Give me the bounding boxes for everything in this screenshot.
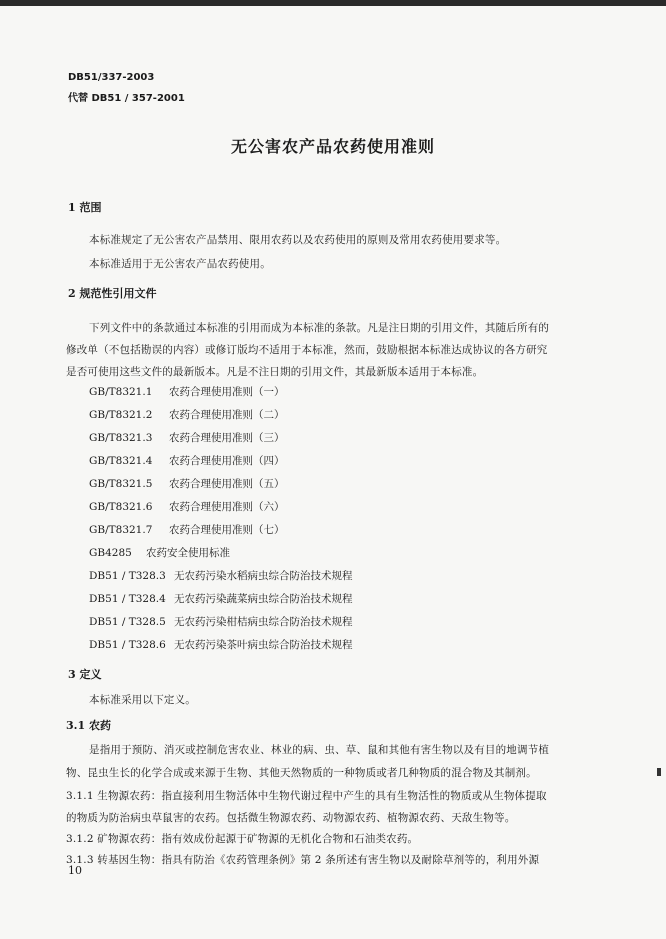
section-3-1-2: 3.1.2 矿物源农药：指有效成份起源于矿物源的无机化合物和石油类农药。 <box>66 833 419 845</box>
reference-title: 农药合理使用准则（三） <box>169 432 285 444</box>
reference-code: GB/T8321.7 <box>89 524 153 536</box>
reference-item <box>89 545 230 560</box>
section-2-heading: 2 规范性引用文件 <box>68 287 157 300</box>
reference-title: 无农药污染柑桔病虫综合防治技术规程 <box>174 616 353 628</box>
section-2-intro-line-3: 是否可使用这些文件的最新版本。凡是不注日期的引用文件，其最新版本适用于本标准。 <box>66 366 484 378</box>
reference-item <box>89 568 353 583</box>
reference-title: 农药合理使用准则（六） <box>169 501 285 513</box>
reference-item <box>89 476 285 491</box>
document-title: 无公害农产品农药使用准则 <box>230 137 435 156</box>
reference-code: GB/T8321.1 <box>89 386 153 398</box>
reference-code: GB4285 <box>89 547 132 559</box>
reference-item <box>89 384 285 399</box>
scan-top-edge <box>0 0 666 6</box>
reference-item <box>89 591 353 606</box>
reference-code: DB51 / T328.3 <box>89 570 166 582</box>
reference-title: 无农药污染蔬菜病虫综合防治技术规程 <box>174 593 353 605</box>
reference-item <box>89 453 285 468</box>
reference-title: 农药合理使用准则（一） <box>169 386 285 398</box>
page-number: 10 <box>68 864 82 877</box>
reference-item <box>89 407 285 422</box>
reference-title: 农药合理使用准则（四） <box>169 455 285 467</box>
scan-edge-mark <box>657 768 661 776</box>
reference-code: GB/T8321.5 <box>89 478 153 490</box>
section-3-intro: 本标准采用以下定义。 <box>89 694 196 706</box>
reference-code: DB51 / T328.5 <box>89 616 166 628</box>
reference-item <box>89 614 353 629</box>
reference-title: 农药合理使用准则（二） <box>169 409 285 421</box>
section-1-para-2: 本标准适用于无公害农产品农药使用。 <box>89 258 271 270</box>
reference-title: 无农药污染水稻病虫综合防治技术规程 <box>174 570 353 582</box>
section-2-intro-line-2: 修改单（不包括勘误的内容）或修订版均不适用于本标准，然而，鼓励根据本标准达成协议的各方研究 <box>66 344 548 356</box>
replaces-standard: 代替 DB51 / 357-2001 <box>68 93 185 104</box>
reference-title: 农药合理使用准则（五） <box>169 478 285 490</box>
section-2-intro-line-1: 下列文件中的条款通过本标准的引用而成为本标准的条款。凡是注日期的引用文件，其随后所有的 <box>89 322 550 334</box>
section-1-heading: 1 范围 <box>68 201 102 214</box>
reference-item <box>89 499 285 514</box>
section-3-1-3: 3.1.3 转基因生物：指具有防治《农药管理条例》第 2 条所述有害生物以及耐除草剂等的，利用外源 <box>66 854 540 866</box>
reference-code: DB51 / T328.4 <box>89 593 166 605</box>
reference-code: GB/T8321.4 <box>89 455 153 467</box>
reference-item <box>89 430 285 445</box>
section-3-1-1-line-2: 的物质为防治病虫草鼠害的农药。包括微生物源农药、动物源农药、植物源农药、天敌生物等。 <box>66 812 516 824</box>
section-1-para-1: 本标准规定了无公害农产品禁用、限用农药以及农药使用的原则及常用农药使用要求等。 <box>89 234 507 246</box>
reference-code: GB/T8321.3 <box>89 432 153 444</box>
reference-title: 无农药污染茶叶病虫综合防治技术规程 <box>174 639 353 651</box>
section-3-heading: 3 定义 <box>68 668 102 681</box>
section-3-1-1-line-1: 3.1.1 生物源农药：指直接利用生物活体中生物代谢过程中产生的具有生物活性的物质或从生物体提取 <box>66 790 547 802</box>
reference-code: GB/T8321.6 <box>89 501 153 513</box>
reference-item <box>89 522 285 537</box>
reference-code: DB51 / T328.6 <box>89 639 166 651</box>
reference-title: 农药合理使用准则（七） <box>169 524 285 536</box>
reference-item <box>89 637 353 652</box>
section-3-1-line-2: 物、昆虫生长的化学合成或来源于生物、其他天然物质的一种物质或者几种物质的混合物及其制剂。 <box>66 767 537 779</box>
reference-title: 农药安全使用标准 <box>146 547 230 559</box>
section-3-1-heading: 3.1 农药 <box>66 719 111 732</box>
standard-number: DB51/337-2003 <box>68 72 155 83</box>
section-3-1-line-1: 是指用于预防、消灭或控制危害农业、林业的病、虫、草、鼠和其他有害生物以及有目的地调节植 <box>89 744 550 756</box>
reference-code: GB/T8321.2 <box>89 409 153 421</box>
